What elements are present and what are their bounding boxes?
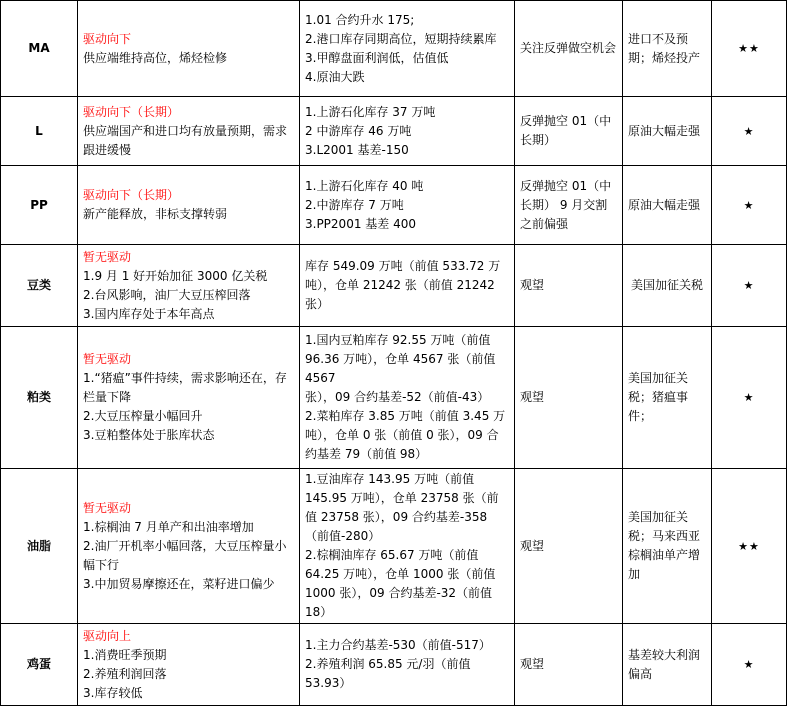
strategy-cell: 观望: [515, 624, 623, 706]
product-name: L: [1, 97, 78, 166]
table-row: [1, 166, 787, 245]
drive-note: 供应端维持高位，烯烃检修: [83, 50, 228, 65]
data-note: 库存 549.09 万吨（前值 533.72 万吨），仓单 21242 张（前值 21242 张）: [305, 259, 501, 311]
data-note: 1.上游石化库存 40 吨: [305, 178, 424, 193]
risk-cell: 美国加征关税；猪瘟事件；: [623, 327, 712, 469]
data-cell: [300, 166, 515, 245]
drive-note: 2.大豆压榨量小幅回升: [83, 409, 203, 423]
rating-stars: ★: [712, 624, 787, 706]
data-cell: [300, 97, 515, 166]
data-note: 2.棕榈油库存 65.67 万吨（前值 64.25 万吨），仓单 1000 张（前值 1000 张），09 合约基差-32（前值 18）: [305, 548, 496, 619]
table-row: [1, 1, 787, 97]
drive-note: 2.油厂开机率小幅回落，大豆压榨量小幅下行: [83, 538, 287, 572]
table-row: [1, 245, 787, 327]
drive-note: 2.台风影响，油厂大豆压榨回落: [83, 287, 251, 302]
data-cell: [300, 469, 515, 624]
risk-cell: 进口不及预期；烯烃投产: [623, 1, 712, 97]
drive-note: 1.消费旺季预期: [83, 647, 167, 662]
drive-direction: 驱动向下（长期）: [83, 104, 180, 119]
product-name: MA: [1, 1, 78, 97]
data-cell: [300, 624, 515, 706]
drive-note: 3.豆粕整体处于胀库状态: [83, 428, 215, 442]
product-name: 油脂: [1, 469, 78, 624]
drive-note: 供应端国产和进口均有放量预期，需求跟进缓慢: [83, 123, 288, 157]
data-note: 1.上游石化库存 37 万吨: [305, 104, 436, 119]
strategy-cell: 观望: [515, 245, 623, 327]
drive-cell: [78, 1, 300, 97]
data-cell: [300, 1, 515, 97]
strategy-cell: 反弹抛空 01（中长期）: [515, 97, 623, 166]
rating-stars: ★★: [712, 1, 787, 97]
risk-cell: 基差较大利润偏高: [623, 624, 712, 706]
drive-cell: [78, 624, 300, 706]
rating-stars: ★: [712, 166, 787, 245]
data-note: 2.中游库存 7 万吨: [305, 197, 404, 212]
data-note: 1.豆油库存 143.95 万吨（前值 145.95 万吨），仓单 23758 张（前值 23758 张），09 合约基差-358（前值-280）: [305, 472, 499, 543]
drive-note: 3.国内库存处于本年高点: [83, 306, 215, 321]
drive-direction: 驱动向上: [83, 628, 132, 643]
strategy-cell: 关注反弹做空机会: [515, 1, 623, 97]
product-name: 粕类: [1, 327, 78, 469]
drive-note: 1.棕榈油 7 月单产和出油率增加: [83, 519, 254, 534]
risk-cell: 美国加征关税；马来西亚棕榈油单产增加: [623, 469, 712, 624]
drive-note: 3.库存较低: [83, 685, 143, 700]
data-note: 4.原油大跌: [305, 69, 365, 84]
data-cell: [300, 327, 515, 469]
data-note: 2 中游库存 46 万吨: [305, 123, 412, 138]
drive-direction: 驱动向下: [83, 31, 132, 46]
data-note: 1.国内豆粕库存 92.55 万吨（前值 96.36 万吨），仓单 4567 张（前值 4567: [305, 333, 496, 385]
table-row: [1, 624, 787, 706]
rating-stars: ★: [712, 245, 787, 327]
drive-direction: 暂无驱动: [83, 500, 132, 515]
drive-cell: [78, 166, 300, 245]
rating-stars: ★★: [712, 469, 787, 624]
product-name: PP: [1, 166, 78, 245]
drive-cell: [78, 97, 300, 166]
rating-stars: ★: [712, 327, 787, 469]
drive-note: 3.中加贸易摩擦还在，菜籽进口偏少: [83, 576, 275, 591]
data-note: 2.港口库存同期高位，短期持续累库: [305, 31, 497, 46]
strategy-cell: 观望: [515, 327, 623, 469]
drive-direction: 暂无驱动: [83, 352, 132, 366]
drive-cell: [78, 245, 300, 327]
strategy-cell: 观望: [515, 469, 623, 624]
strategy-cell: 反弹抛空 01（中长期） 9 月交割之前偏强: [515, 166, 623, 245]
drive-cell: [78, 469, 300, 624]
data-note: 1.主力合约基差-530（前值-517）: [305, 638, 491, 652]
data-note: 张），09 合约基差-52（前值-43）: [305, 390, 490, 404]
product-name: 豆类: [1, 245, 78, 327]
data-note: 3.甲醇盘面利润低，估值低: [305, 50, 449, 65]
data-note: 3.PP2001 基差 400: [305, 216, 416, 231]
drive-direction: 暂无驱动: [83, 249, 132, 264]
data-note: 2.养殖利润 65.85 元/羽（前值 53.93）: [305, 657, 471, 690]
data-note: 1.01 合约升水 175;: [305, 12, 415, 27]
drive-direction: 驱动向下（长期）: [83, 188, 180, 202]
risk-cell: 原油大幅走强: [623, 166, 712, 245]
product-name: 鸡蛋: [1, 624, 78, 706]
data-note: 3.L2001 基差-150: [305, 142, 409, 157]
table-row: [1, 469, 787, 624]
drive-note: 1.“猪瘟”事件持续，需求影响还在，存栏量下降: [83, 371, 287, 404]
drive-note: 2.养殖利润回落: [83, 666, 167, 681]
risk-cell: 原油大幅走强: [623, 97, 712, 166]
drive-cell: [78, 327, 300, 469]
drive-note: 1.9 月 1 好开始加征 3000 亿关税: [83, 268, 268, 283]
data-cell: [300, 245, 515, 327]
data-note: 2.菜粕库存 3.85 万吨（前值 3.45 万吨），仓单 0 张（前值 0 张），09 合约基差 79（前值 98）: [305, 409, 506, 461]
rating-stars: ★: [712, 97, 787, 166]
risk-cell: 美国加征关税: [623, 245, 712, 327]
table-row: [1, 97, 787, 166]
table-row: [1, 327, 787, 469]
drive-note: 新产能释放，非标支撑转弱: [83, 207, 228, 221]
